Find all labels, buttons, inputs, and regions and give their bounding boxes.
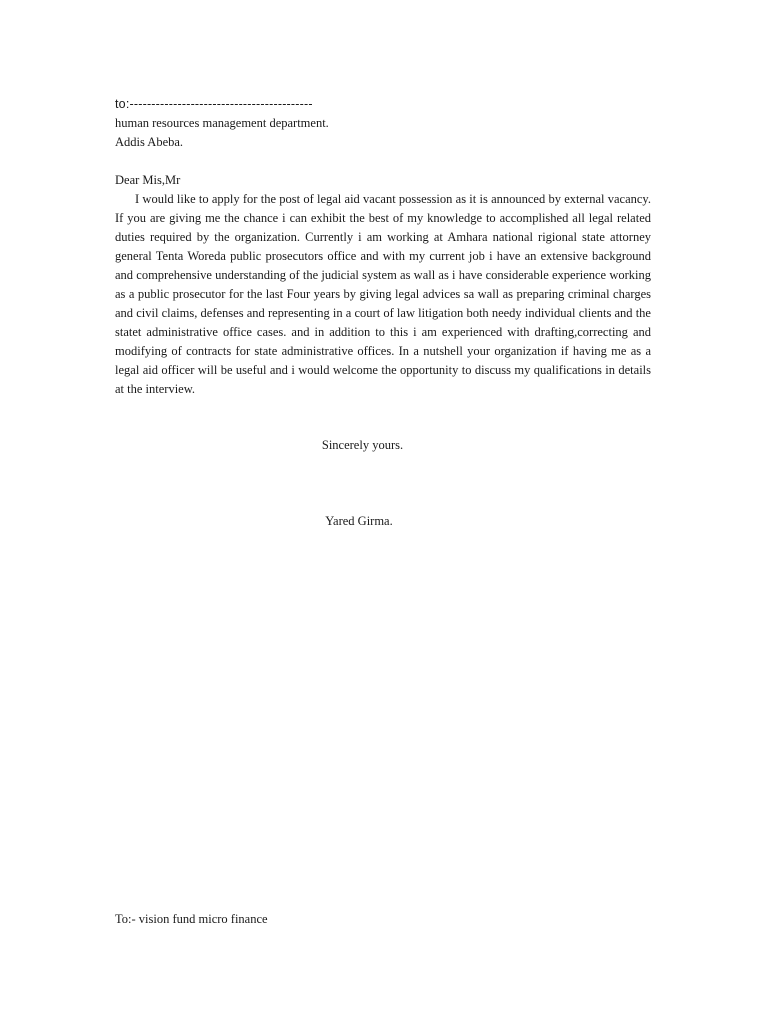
department-line: human resources management department.: [115, 116, 329, 130]
letter-body: I would like to apply for the post of legal aid vacant possession as it is announced by external vacancy. If you are giving me the chance i can exhibit the best of my knowledge to accomplished all legal related duties required by the organization. Currently i am working at Amhara national rigional state attorney general Tenta Woreda public prosecutors office and with my current job i have an extensive background and comprehensive understanding of the judicial system as wall as i have considerable experience working as a public prosecutor for the last Four years by giving legal advices sa wall as preparing criminal charges and civil claims, defenses and representing in a court of law litigation both needy individual clients and the statet administrative office cases. and in addition to this i am experienced with drafting,correcting and modifying of contracts for state administrative offices. In a nutshell your organization if having me as a legal aid officer will be useful and i would welcome the opportunity to discuss my qualifications in details at the interview.: [115, 192, 651, 396]
city-line: Addis Abeba.: [115, 135, 184, 149]
salutation: Dear Mis,Mr: [115, 173, 181, 187]
next-letter-recipient: To:- vision fund micro finance: [115, 912, 268, 926]
closing-line: Sincerely yours.: [321, 438, 404, 452]
recipient-line: to:------------------------------------------: [115, 97, 313, 111]
signature-name: Yared Girma.: [325, 514, 393, 528]
